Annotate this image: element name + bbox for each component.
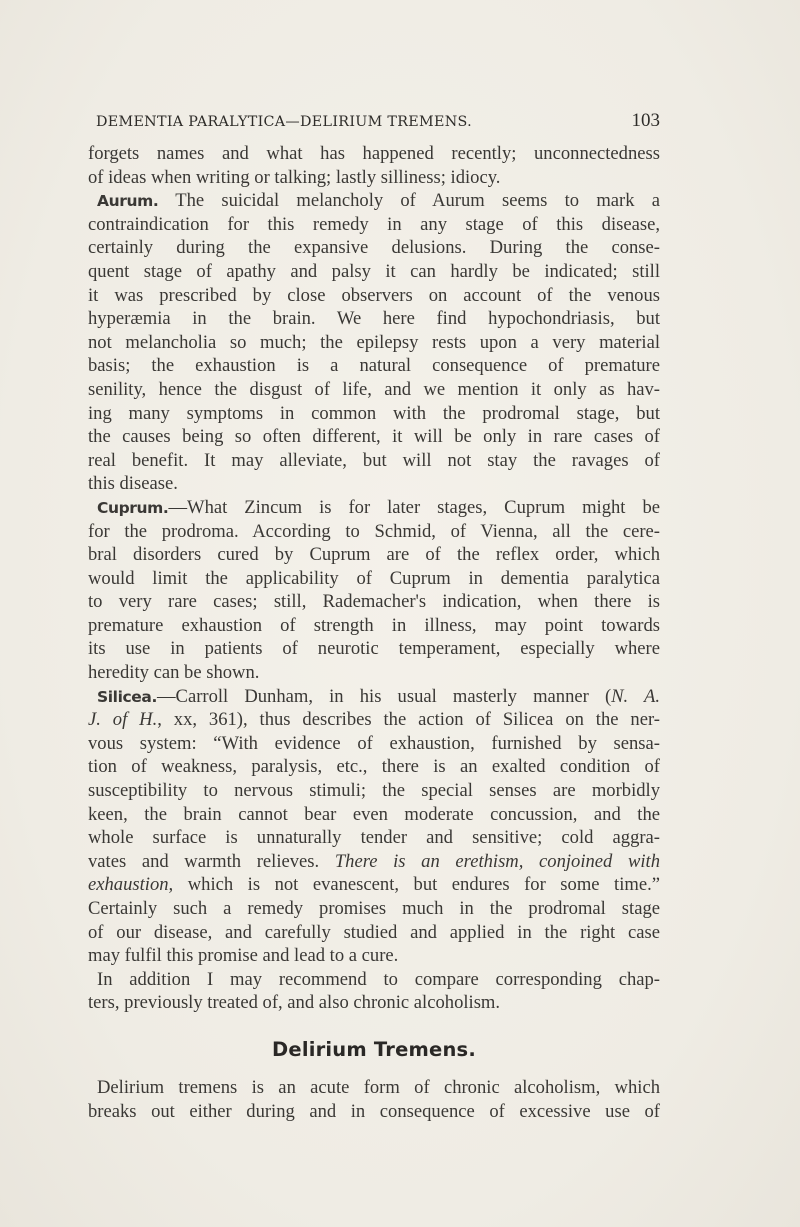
text-line: the causes being so often different, it will be only in rare cases of	[88, 426, 660, 448]
text-line: Aurum. The suicidal melancholy of Aurum seems to mark a	[97, 190, 660, 212]
text-line: of our disease, and carefully studied and applied in the right case	[88, 921, 660, 943]
text-line: certainly during the expansive delusions. During the conse-	[88, 237, 660, 259]
text-line: heredity can be shown.	[88, 662, 260, 684]
page-header	[95, 110, 660, 136]
running-head: DEMENTIA PARALYTICA—DELIRIUM TREMENS.	[96, 114, 472, 130]
text-line: hyperæmia in the brain. We here find hypochondriasis, but	[88, 308, 660, 330]
remedy-term-cuprum: Cuprum.	[97, 498, 169, 517]
text-line: Silicea.—Carroll Dunham, in his usual masterly manner (N. A.	[97, 685, 660, 707]
text-line: would limit the applicability of Cuprum in dementia paralytica	[88, 567, 660, 589]
text-line: keen, the brain cannot bear even moderate concussion, and the	[88, 803, 660, 825]
page-number: 103	[631, 110, 660, 131]
text-line: it was prescribed by close observers on account of the venous	[88, 284, 660, 306]
text-line: susceptibility to nervous stimuli; the special senses are morbidly	[88, 780, 660, 802]
body-text	[88, 142, 660, 1123]
text-line: contraindication for this remedy in any stage of this disease,	[88, 213, 660, 235]
paragraph-continued	[88, 142, 660, 189]
text-line: Certainly such a remedy promises much in the prodromal stage	[88, 898, 660, 919]
text-line: whole surface is unnaturally tender and sensitive; cold aggra-	[88, 827, 660, 849]
text-line: this disease.	[88, 473, 178, 495]
text-line: In addition I may recommend to compare corresponding chap-	[97, 968, 660, 990]
emphasis-text-cont: exhaustion,	[88, 874, 174, 896]
text-line: of ideas when writing or talking; lastly silliness; idiocy.	[88, 166, 501, 188]
citation-journal: N. A.	[611, 685, 660, 707]
remedy-term-aurum: Aurum.	[97, 192, 159, 211]
paragraph-delirium	[88, 1076, 660, 1123]
text-line: tion of weakness, paralysis, etc., there is an exalted condition of	[88, 756, 660, 778]
text-line: vous system: “With evidence of exhaustion, furnished by sensa-	[88, 732, 660, 754]
text-line: Delirium tremens is an acute form of chronic alcoholism, which	[97, 1076, 660, 1098]
text-line: forgets names and what has happened recently; unconnectedness	[88, 143, 660, 164]
text-line: breaks out either during and in consequence of excessive use of	[88, 1100, 660, 1122]
text-line: exhaustion, which is not evanescent, but endures for some time.”	[88, 874, 660, 896]
citation-journal-cont: J. of H.	[88, 709, 158, 731]
text-line: for the prodroma. According to Schmid, of Vienna, all the cere-	[88, 520, 660, 542]
text-line: its use in patients of neurotic temperament, especially where	[88, 638, 660, 660]
section-heading: Delirium Tremens.	[272, 1037, 476, 1061]
text-line: vates and warmth relieves. There is an erethism, conjoined with	[88, 850, 660, 872]
paragraph-aurum	[88, 189, 660, 496]
text-line: quent stage of apathy and palsy it can hardly be indicated; still	[88, 260, 660, 282]
paragraph-addition	[88, 968, 660, 1015]
text-line: not melancholia so much; the epilepsy rests upon a very material	[88, 331, 660, 353]
text-line: ing many symptoms in common with the prodromal stage, but	[88, 402, 660, 424]
text-line: real benefit. It may alleviate, but will not stay the ravages of	[88, 449, 660, 471]
text-line: Cuprum.—What Zincum is for later stages, Cuprum might be	[97, 496, 660, 518]
text-line: to very rare cases; still, Rademacher's indication, when there is	[88, 591, 660, 613]
text-line: J. of H., xx, 361), thus describes the action of Silicea on the ner-	[88, 709, 660, 731]
emphasis-text: There is an erethism, conjoined with	[334, 850, 660, 872]
text-line: bral disorders cured by Cuprum are of the reflex order, which	[88, 544, 660, 566]
text-line: basis; the exhaustion is a natural consequence of premature	[88, 355, 660, 377]
paragraph-cuprum	[88, 496, 660, 685]
text-line: may fulfil this promise and lead to a cure.	[88, 945, 399, 967]
text-line: senility, hence the disgust of life, and we mention it only as hav-	[88, 378, 660, 400]
remedy-term-silicea: Silicea.	[97, 687, 157, 706]
text-line: premature exhaustion of strength in illness, may point towards	[88, 614, 660, 636]
text-line: ters, previously treated of, and also chronic alcoholism.	[88, 992, 501, 1014]
paragraph-silicea	[88, 685, 660, 968]
